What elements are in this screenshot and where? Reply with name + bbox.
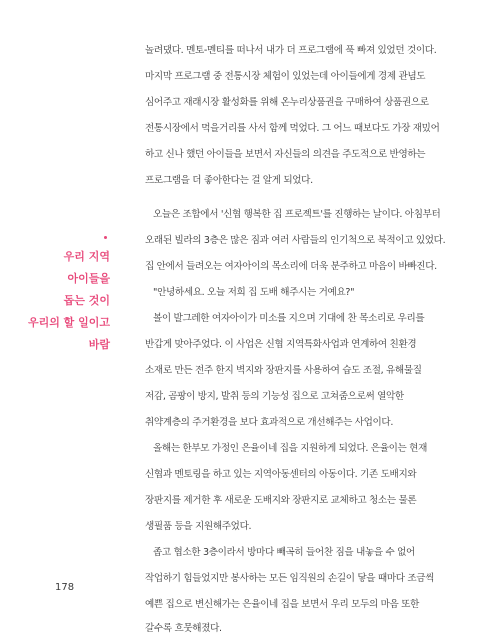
side-quote-line: 우리의 할 일이고 bbox=[27, 316, 110, 329]
body-line: 집 안에서 들려오는 여자아이의 목소리에 더욱 분주하고 마음이 바빠진다. bbox=[145, 261, 437, 272]
page-number: 178 bbox=[55, 582, 75, 593]
body-line: 볼이 발그레한 여자아이가 미소를 지으며 기대에 찬 목소리로 우리를 bbox=[153, 313, 425, 324]
body-line: 반갑게 맞아주었다. 이 사업은 신협 지역특화사업과 연계하여 친환경 bbox=[145, 339, 417, 350]
body-line: 하고 신나 했던 아이들을 보면서 자신들의 의견을 주도적으로 반영하는 bbox=[145, 149, 426, 160]
body-line: 신협과 멘토링을 하고 있는 지역아동센터의 아동이다. 기존 도배지와 bbox=[145, 469, 417, 480]
side-quote-line: 바람 bbox=[88, 338, 110, 351]
body-line: 저감, 곰팡이 방지, 발취 등의 기능성 집으로 고쳐줌으로써 열악한 bbox=[145, 391, 404, 402]
body-line: 장판지를 제거한 후 새로운 도배지와 장판지로 교체하고 청소는 물론 bbox=[145, 495, 417, 506]
side-quote-line: 아이들을 bbox=[67, 272, 110, 285]
body-line: 올해는 한부모 가정인 은율이네 집을 지원하게 되었다. 은율이는 현재 bbox=[153, 443, 427, 454]
body-line: 전통시장에서 먹을거리를 사서 함께 먹었다. 그 어느 때보다도 가장 재밌어 bbox=[145, 123, 440, 134]
body-line: 소재로 만든 전주 한지 벽지와 장판지를 사용하여 습도 조절, 유해물질 bbox=[145, 365, 422, 376]
body-line: 놀려댔다. 멘토-멘티를 떠나서 내가 더 프로그램에 푹 빠져 있었던 것이다. bbox=[145, 45, 437, 56]
body-line: 마지막 프로그램 중 전통시장 체험이 있었는데 아이들에게 경제 관념도 bbox=[145, 71, 426, 82]
body-line: 오래된 빌라의 3층은 많은 짐과 여러 사람들의 인기척으로 북적이고 있었다. bbox=[145, 235, 446, 246]
body-line: "안녕하세요. 오늘 저희 집 도배 해주시는 거예요?" bbox=[153, 287, 355, 298]
body-line: 취약계층의 주거환경을 보다 효과적으로 개선해주는 사업이다. bbox=[145, 417, 394, 428]
body-line: 갈수록 흐뭇해졌다. bbox=[145, 623, 222, 634]
side-quote-line: 돕는 것이 bbox=[63, 294, 110, 307]
body-line: 오늘은 조합에서 '신협 행복한 집 프로젝트'를 진행하는 날이다. 아침부터 bbox=[153, 209, 441, 220]
body-line: 좁고 협소한 3층이라서 방마다 빼곡히 들어찬 짐을 내놓을 수 없어 bbox=[153, 547, 415, 558]
quote-bullet-icon bbox=[104, 236, 107, 239]
side-quote-line: 우리 지역 bbox=[63, 250, 110, 263]
body-line: 예쁜 집으로 변신해가는 은율이네 집을 보면서 우리 모두의 마음 또한 bbox=[145, 599, 419, 610]
body-line: 생필품 등을 지원해주었다. bbox=[145, 521, 252, 532]
body-line: 프로그램을 더 좋아한다는 걸 알게 되었다. bbox=[145, 175, 313, 186]
body-line: 심어주고 재래시장 활성화를 위해 온누리상품권을 구매하여 상품권으로 bbox=[145, 97, 429, 108]
body-line: 작업하기 힘들었지만 봉사하는 모든 임직원의 손길이 닿을 때마다 조금씩 bbox=[145, 573, 435, 584]
